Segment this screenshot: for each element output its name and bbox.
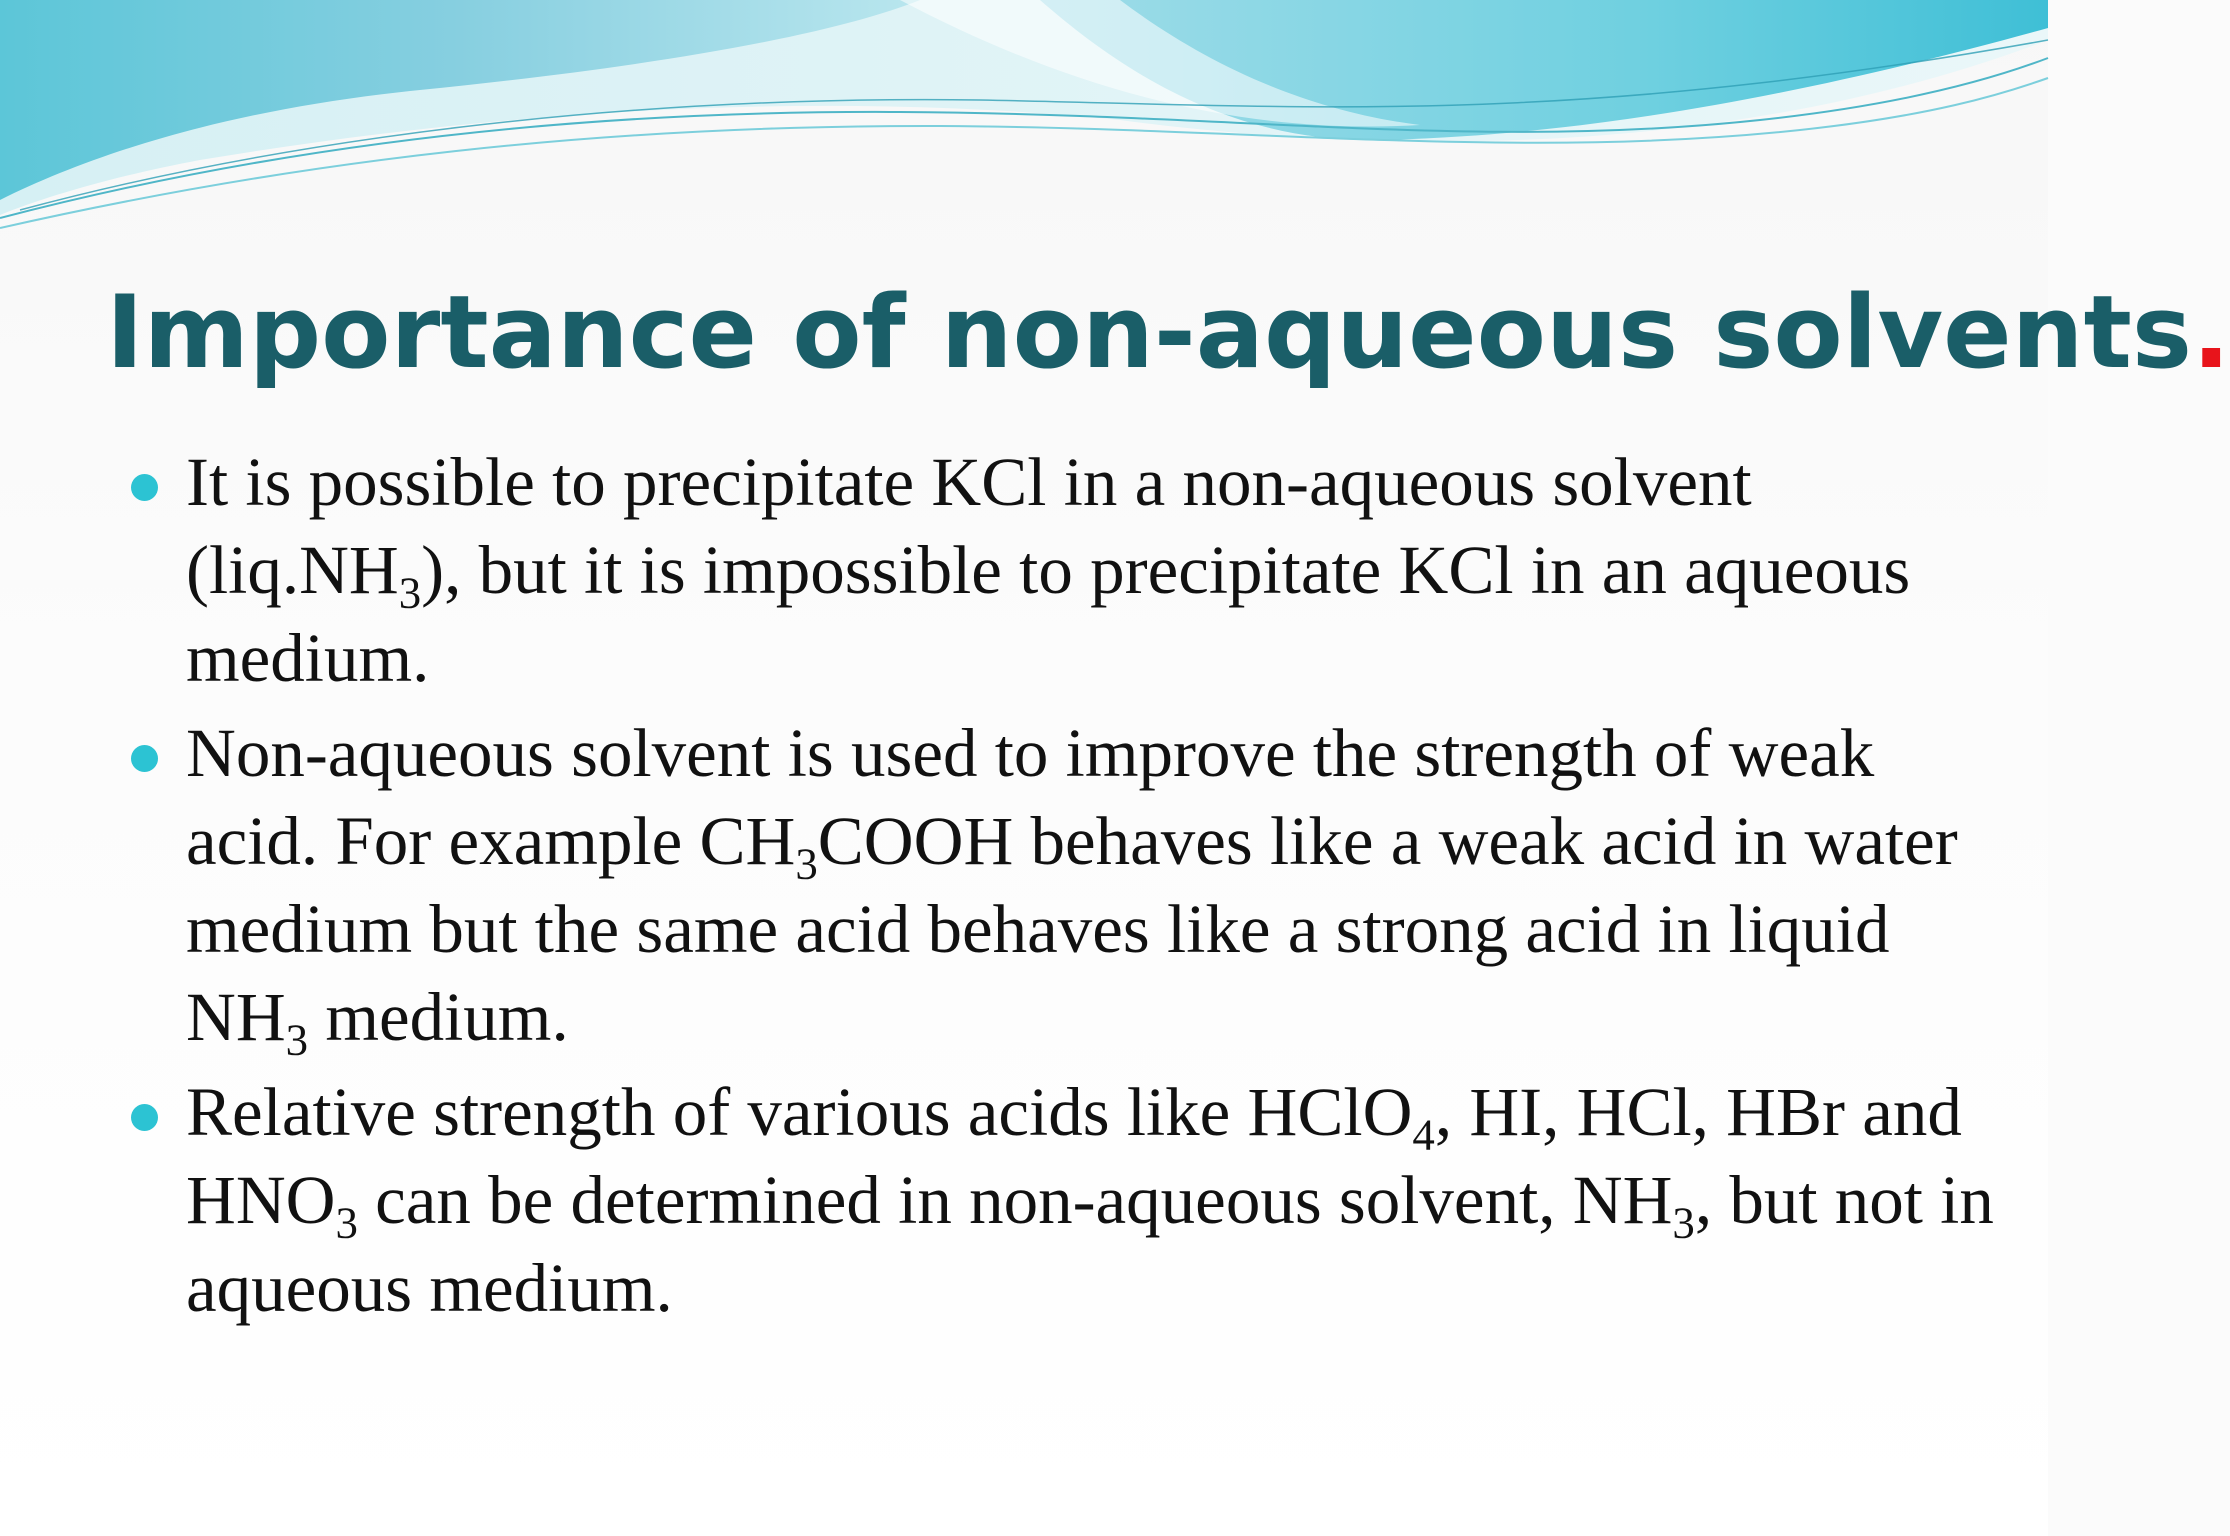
bullet-text: , HI, HCl, HBr and HNO (186, 1074, 1962, 1238)
bullet-text: COOH behaves like a weak acid in water medium but the same acid behaves like a strong acid in liquid NH (186, 803, 1958, 1055)
bullet-text: Non-aqueous solvent is used to improve the strength of weak acid. For example CH (186, 715, 1875, 879)
bullet-item (186, 709, 2016, 1065)
subscript: 3 (795, 838, 818, 889)
title-dot: . (2192, 273, 2230, 391)
bullet-text: medium. (308, 979, 569, 1055)
title-text: Importance of non-aqueous solvents (106, 273, 2192, 391)
bullet-list (186, 438, 2016, 1339)
bullet-dot-icon (131, 745, 158, 772)
subscript: 4 (1412, 1109, 1435, 1160)
bullet-dot-icon (131, 1104, 158, 1131)
bullet-text: It is possible to precipitate KCl in a non-aqueous solvent (liq.NH (186, 444, 1752, 608)
bullet-dot-icon (131, 474, 158, 501)
header-wave-decoration (0, 0, 2048, 240)
subscript: 3 (285, 1014, 309, 1065)
slide-title (106, 272, 2230, 393)
subscript: 3 (1672, 1197, 1695, 1248)
subscript: 3 (335, 1197, 358, 1248)
bullet-item (186, 1068, 2016, 1332)
bullet-text: ), but it is impossible to precipitate KCl in an aqueous medium. (186, 532, 1911, 696)
bullet-item (186, 438, 2016, 702)
bullet-text: can be determined in non-aqueous solvent, NH (357, 1162, 1673, 1238)
bullet-text: , but not in aqueous medium. (186, 1162, 1994, 1326)
subscript: 3 (398, 567, 422, 618)
bullet-text: Relative strength of various acids like HClO (186, 1074, 1413, 1150)
